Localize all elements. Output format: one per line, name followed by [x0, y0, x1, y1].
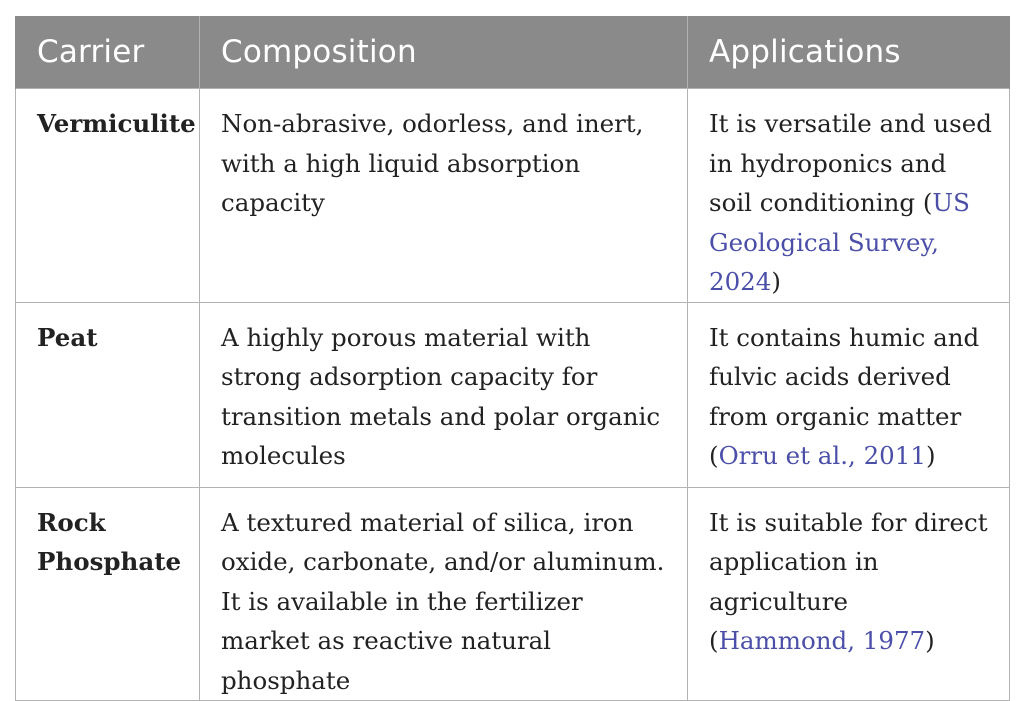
applications-text: It is versatile and used in hydroponics and soil conditioning ( [709, 109, 992, 217]
header-carrier: Carrier [16, 16, 200, 89]
carrier-cell: Peat [16, 302, 200, 487]
applications-cell [688, 487, 1010, 701]
applications-text: It contains humic and fulvic acids derived from organic matter ( [709, 322, 980, 470]
composition-cell: A textured material of silica, iron oxide, carbonate, and/or aluminum. It is available in the fertilizer market as reactive natural phosphate [200, 487, 688, 701]
header-applications: Applications [688, 16, 1010, 89]
carrier-cell: Vermiculite [16, 89, 200, 303]
table-row [16, 302, 1010, 487]
table-body [16, 89, 1010, 701]
table-row [16, 89, 1010, 303]
table-header [16, 16, 1010, 89]
applications-text: It is suitable for direct application in agriculture ( [709, 507, 988, 655]
applications-cell [688, 302, 1010, 487]
carrier-table [15, 16, 1010, 701]
applications-suffix: ) [771, 267, 781, 296]
table-row [16, 487, 1010, 701]
citation-link[interactable]: Hammond, 1977 [718, 626, 926, 655]
applications-suffix: ) [925, 626, 935, 655]
applications-suffix: ) [925, 441, 936, 470]
composition-cell: Non-abrasive, odorless, and inert, with a high liquid absorption capacity [200, 89, 688, 303]
composition-cell: A highly porous material with strong adsorption capacity for transition metals and polar organic molecules [200, 302, 688, 487]
carrier-cell: Rock Phosphate [16, 487, 200, 701]
header-composition: Composition [200, 16, 688, 89]
header-row [16, 16, 1010, 89]
citation-link[interactable]: US Geological Survey, 2024 [709, 188, 970, 296]
applications-cell [688, 89, 1010, 303]
citation-link[interactable]: Orru et al., 2011 [718, 441, 926, 470]
